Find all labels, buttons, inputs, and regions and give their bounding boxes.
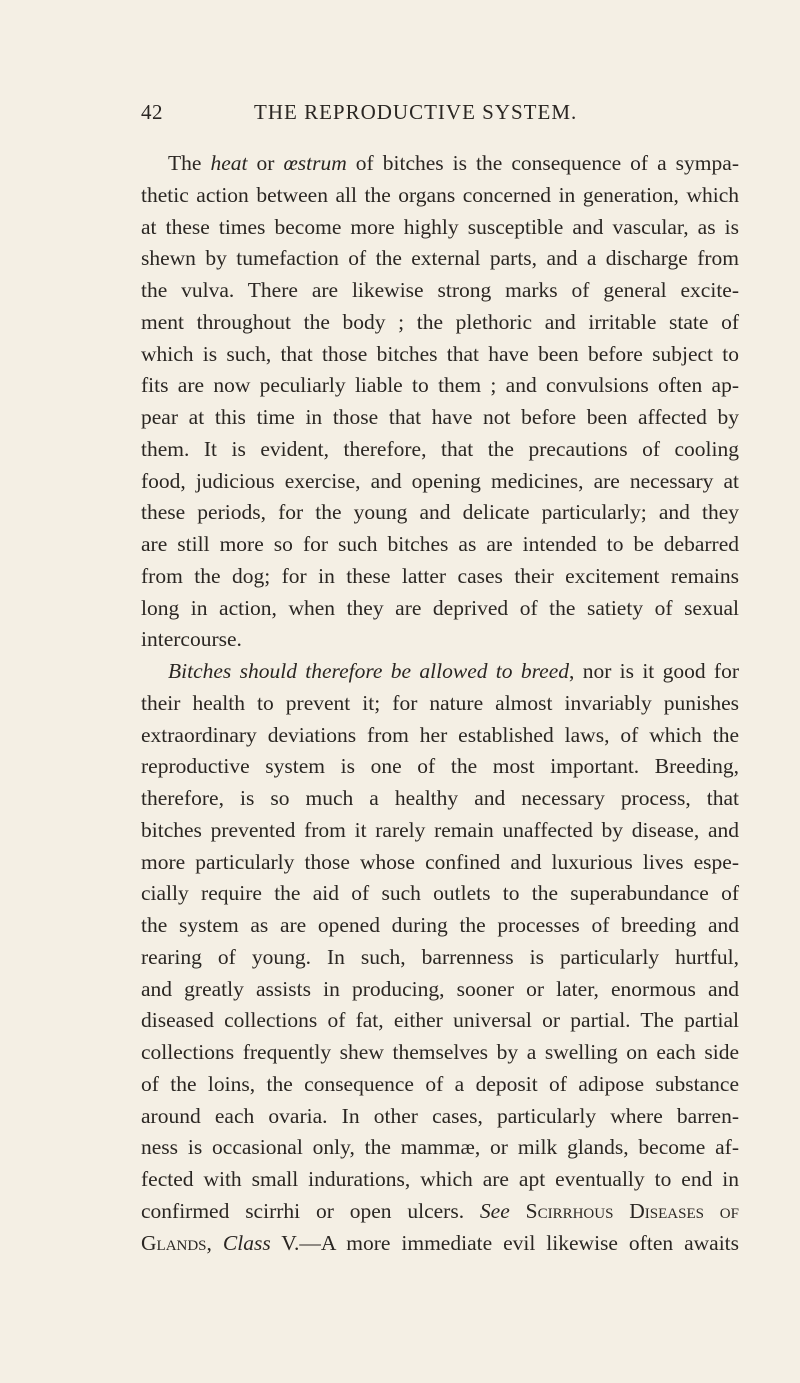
cross-reference-glands: Glands (141, 1230, 207, 1255)
italic-term-oestrum: œstrum (283, 151, 347, 175)
text-line: fits are now peculiarly liable to them ; and convulsions often ap- (141, 373, 739, 398)
text-line: and greatly assists in producing, sooner or later, enormous and (141, 976, 739, 1001)
text-line: reproductive system is one of the most important. Breeding, (141, 754, 739, 779)
text-line: are still more so for such bitches as are intended to be debarred (141, 532, 739, 556)
text-line: thetic action between all the organs concerned in generation, which (141, 182, 739, 207)
text-line: the vulva. There are likewise strong marks of general excite- (141, 278, 739, 302)
italic-phrase-bitches-should-breed: Bitches should therefore be allowed to breed (168, 659, 569, 683)
running-title: THE REPRODUCTIVE SYSTEM. (254, 100, 578, 124)
text-line: at these times become more highly susceptible and vascular, as is (141, 214, 739, 239)
text-line: from the dog; for in these latter cases their excitement remains (141, 563, 739, 588)
body-text (141, 148, 739, 1259)
text-line: their health to prevent it; for nature almost invariably punishes (141, 690, 739, 715)
text-line: Glands, Class V.—A more immediate evil likewise often awaits (141, 1230, 740, 1255)
text-line: Bitches should therefore be allowed to breed, nor is it good for (168, 659, 739, 683)
text-line: intercourse. (141, 627, 242, 652)
text-line: food, judicious exercise, and opening medicines, are necessary at (141, 468, 739, 493)
text-line: fected with small indurations, which are apt eventually to end in (141, 1167, 739, 1191)
text-line: ness is occasional only, the mammæ, or milk glands, become af- (141, 1135, 739, 1160)
text-line: which is such, that those bitches that have been before subject to (141, 341, 739, 366)
text-line: The heat or œstrum of bitches is the consequence of a sympa- (168, 151, 739, 175)
text-line: around each ovaria. In other cases, particularly where barren- (141, 1103, 739, 1128)
text-line: long in action, when they are deprived of the satiety of sexual (141, 595, 739, 620)
text-line: confirmed scirrhi or open ulcers. See Scirrhous Diseases of (141, 1198, 739, 1223)
paragraph-breeding (141, 656, 739, 1259)
text-line: shewn by tumefaction of the external parts, and a discharge from (141, 246, 739, 271)
text-line: these periods, for the young and delicate particularly; and they (141, 500, 739, 525)
running-head (141, 100, 739, 134)
italic-see: See (479, 1198, 510, 1223)
italic-class: Class (222, 1230, 271, 1255)
text-line: bitches prevented from it rarely remain unaffected by disease, and (141, 817, 739, 842)
text-line: therefore, is so much a healthy and necessary process, that (141, 786, 739, 810)
cross-reference-scirrhous: Scirrhous Diseases of (509, 1198, 739, 1223)
italic-term-heat: heat (210, 151, 248, 175)
page-number: 42 (141, 100, 163, 124)
text-line: the system as are opened during the processes of breeding and (141, 913, 739, 937)
text-line: diseased collections of fat, either universal or partial. The partial (141, 1008, 739, 1033)
text-line: more particularly those whose confined and luxurious lives espe- (141, 849, 739, 874)
text-line: collections frequently shew themselves by a swelling on each side (141, 1040, 739, 1064)
paragraph-heat-oestrum (141, 148, 739, 656)
text-line: ment throughout the body ; the plethoric and irritable state of (141, 309, 739, 334)
text-line: extraordinary deviations from her established laws, of which the (141, 722, 739, 747)
text-line: pear at this time in those that have not before been affected by (141, 405, 739, 429)
text-line: them. It is evident, therefore, that the precautions of cooling (141, 436, 739, 461)
text-line: rearing of young. In such, barrenness is particularly hurtful, (141, 944, 739, 969)
text-line: cially require the aid of such outlets to the superabundance of (141, 881, 739, 906)
text-line: of the loins, the consequence of a deposit of adipose substance (141, 1071, 739, 1096)
